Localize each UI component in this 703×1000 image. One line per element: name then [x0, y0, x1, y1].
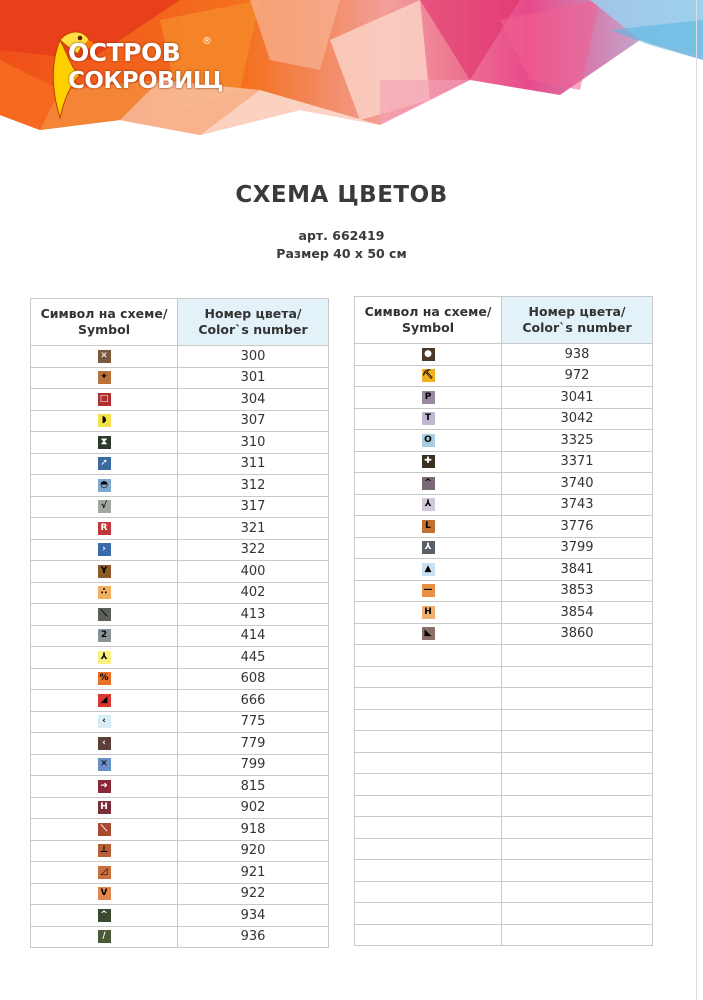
- table-row: [355, 430, 653, 452]
- color-symbol-icon: ✦: [98, 371, 111, 384]
- empty-table-row: [355, 688, 653, 710]
- color-number-cell: 902: [178, 797, 329, 819]
- brand-name-line1: ОСТРОВ: [68, 38, 181, 67]
- color-symbol-icon: R: [98, 522, 111, 535]
- table-row: [355, 559, 653, 581]
- page-edge-line: [696, 0, 697, 1000]
- table-row: [31, 840, 329, 862]
- empty-table-row: [355, 838, 653, 860]
- color-number-cell: 799: [178, 754, 329, 776]
- color-number-cell: 413: [178, 604, 329, 626]
- symbol-cell: [355, 473, 502, 495]
- color-number-cell: 317: [178, 496, 329, 518]
- symbol-cell: [355, 387, 502, 409]
- color-number-cell: 779: [178, 733, 329, 755]
- table-row: [31, 668, 329, 690]
- color-symbol-icon: ⛏: [422, 370, 434, 381]
- color-symbol-icon: H: [422, 606, 435, 619]
- symbol-column-header: Символ на схеме/ Symbol: [355, 297, 502, 344]
- table-row: [31, 625, 329, 647]
- empty-cell: [502, 731, 653, 753]
- symbol-cell: [31, 733, 178, 755]
- symbol-cell: [31, 604, 178, 626]
- color-number-cell: 936: [178, 926, 329, 948]
- symbol-cell: [31, 840, 178, 862]
- color-number-cell: 666: [178, 690, 329, 712]
- symbol-cell: [355, 602, 502, 624]
- symbol-cell: [355, 623, 502, 645]
- color-symbol-icon: H: [98, 801, 111, 814]
- page-header-banner: [0, 0, 703, 160]
- table-row: [31, 518, 329, 540]
- symbol-cell: [31, 668, 178, 690]
- registered-mark: ®: [202, 36, 212, 47]
- symbol-cell: [31, 410, 178, 432]
- color-symbol-icon: ◗: [98, 414, 111, 427]
- color-symbol-icon: ◢: [98, 694, 111, 707]
- symbol-cell: [355, 344, 502, 366]
- empty-table-row: [355, 817, 653, 839]
- table-row: [355, 473, 653, 495]
- color-number-cell: 3042: [502, 408, 653, 430]
- empty-cell: [355, 752, 502, 774]
- color-number-cell: 402: [178, 582, 329, 604]
- color-number-cell: 922: [178, 883, 329, 905]
- color-table-left-body: [31, 346, 329, 948]
- empty-cell: [502, 666, 653, 688]
- empty-cell: [355, 881, 502, 903]
- table-row: [31, 410, 329, 432]
- color-number-cell: 3371: [502, 451, 653, 473]
- color-table-left: [30, 298, 329, 948]
- color-number-cell: 300: [178, 346, 329, 368]
- table-row: [31, 367, 329, 389]
- symbol-cell: [31, 539, 178, 561]
- color-number-cell: 445: [178, 647, 329, 669]
- color-symbol-icon: ∴: [98, 586, 111, 599]
- color-symbol-icon: %: [99, 673, 109, 684]
- table-row: [31, 475, 329, 497]
- empty-cell: [502, 752, 653, 774]
- table-row: [31, 926, 329, 948]
- canvas-size: Размер 40 x 50 см: [276, 246, 407, 261]
- symbol-cell: [355, 451, 502, 473]
- empty-cell: [355, 838, 502, 860]
- empty-cell: [355, 774, 502, 796]
- table-row: [31, 862, 329, 884]
- empty-cell: [502, 838, 653, 860]
- empty-table-row: [355, 860, 653, 882]
- table-row: [355, 365, 653, 387]
- color-symbol-icon: ➜: [98, 780, 111, 793]
- table-row: [31, 539, 329, 561]
- color-table-right: [354, 296, 653, 946]
- empty-cell: [355, 924, 502, 946]
- table-row: [31, 776, 329, 798]
- color-symbol-icon: —: [423, 585, 433, 596]
- color-symbol-icon: Y: [98, 565, 111, 578]
- symbol-cell: [355, 365, 502, 387]
- color-symbol-icon: √: [98, 500, 111, 513]
- page-title: СХЕМА ЦВЕТОВ: [235, 182, 448, 208]
- empty-cell: [355, 666, 502, 688]
- color-number-cell: 307: [178, 410, 329, 432]
- table-row: [31, 389, 329, 411]
- color-symbol-icon: ⧗: [98, 436, 111, 449]
- symbol-cell: [31, 862, 178, 884]
- color-number-cell: 3799: [502, 537, 653, 559]
- symbol-cell: [31, 453, 178, 475]
- table-row: [355, 494, 653, 516]
- color-number-cell: 3854: [502, 602, 653, 624]
- article-number: арт. 662419: [298, 228, 385, 243]
- color-symbol-icon: V: [98, 887, 111, 900]
- color-symbol-icon: T: [422, 412, 435, 425]
- symbol-cell: [31, 905, 178, 927]
- empty-cell: [502, 817, 653, 839]
- empty-table-row: [355, 709, 653, 731]
- symbol-cell: [31, 625, 178, 647]
- color-symbol-icon: ⟍: [98, 823, 111, 836]
- symbol-cell: [355, 516, 502, 538]
- empty-cell: [355, 860, 502, 882]
- color-number-cell: 775: [178, 711, 329, 733]
- symbol-cell: [31, 647, 178, 669]
- color-number-cell: 3743: [502, 494, 653, 516]
- brand-logo: [40, 28, 223, 128]
- symbol-cell: [31, 475, 178, 497]
- color-symbol-icon: ◿: [98, 866, 111, 879]
- color-number-cell: 414: [178, 625, 329, 647]
- color-number-cell: 301: [178, 367, 329, 389]
- color-symbol-icon: ⊥: [98, 844, 111, 857]
- color-symbol-icon: ◓: [98, 479, 111, 492]
- empty-table-row: [355, 752, 653, 774]
- empty-cell: [502, 924, 653, 946]
- color-symbol-icon: ›: [98, 543, 111, 556]
- table-row: [31, 883, 329, 905]
- color-symbol-icon: P: [422, 391, 435, 404]
- color-symbol-icon: O: [422, 434, 435, 447]
- symbol-cell: [31, 496, 178, 518]
- color-symbol-icon: ^: [422, 477, 435, 490]
- color-number-cell: 938: [502, 344, 653, 366]
- symbol-cell: [355, 559, 502, 581]
- symbol-cell: [355, 537, 502, 559]
- symbol-column-header: Символ на схеме/ Symbol: [31, 299, 178, 346]
- symbol-cell: [31, 561, 178, 583]
- empty-cell: [355, 903, 502, 925]
- color-symbol-icon: ✕: [98, 758, 111, 771]
- color-number-cell: 311: [178, 453, 329, 475]
- table-row: [31, 604, 329, 626]
- color-number-cell: 3041: [502, 387, 653, 409]
- symbol-cell: [355, 408, 502, 430]
- empty-cell: [502, 709, 653, 731]
- symbol-cell: [31, 432, 178, 454]
- color-symbol-icon: ⅄: [98, 651, 111, 664]
- table-row: [355, 516, 653, 538]
- empty-table-row: [355, 731, 653, 753]
- table-row: [31, 711, 329, 733]
- empty-cell: [355, 709, 502, 731]
- empty-table-row: [355, 666, 653, 688]
- empty-cell: [502, 881, 653, 903]
- color-number-cell: 972: [502, 365, 653, 387]
- empty-cell: [502, 645, 653, 667]
- color-number-cell: 3860: [502, 623, 653, 645]
- empty-table-row: [355, 881, 653, 903]
- empty-table-row: [355, 645, 653, 667]
- empty-cell: [355, 688, 502, 710]
- table-row: [31, 453, 329, 475]
- table-row: [31, 432, 329, 454]
- brand-name-line2: СОКРОВИЩ: [68, 68, 223, 94]
- color-symbol-icon: ‹: [98, 715, 111, 728]
- empty-table-row: [355, 903, 653, 925]
- color-number-cell: 921: [178, 862, 329, 884]
- table-row: [31, 819, 329, 841]
- table-row: [355, 408, 653, 430]
- color-symbol-icon: ⅄: [422, 498, 435, 511]
- symbol-cell: [31, 518, 178, 540]
- table-row: [31, 754, 329, 776]
- color-number-cell: 321: [178, 518, 329, 540]
- table-row: [31, 690, 329, 712]
- empty-table-row: [355, 774, 653, 796]
- color-number-cell: 310: [178, 432, 329, 454]
- color-symbol-icon: ⟍: [98, 608, 111, 621]
- empty-cell: [502, 795, 653, 817]
- table-header-row: [31, 299, 329, 346]
- empty-cell: [355, 795, 502, 817]
- color-number-cell: 3325: [502, 430, 653, 452]
- color-symbol-icon: 2: [98, 629, 111, 642]
- table-row: [355, 344, 653, 366]
- empty-table-row: [355, 924, 653, 946]
- color-symbol-icon: /: [98, 930, 111, 943]
- color-number-cell: 3740: [502, 473, 653, 495]
- color-number-cell: 3853: [502, 580, 653, 602]
- symbol-cell: [31, 690, 178, 712]
- color-symbol-icon: □: [98, 393, 111, 406]
- table-row: [31, 905, 329, 927]
- table-row: [31, 561, 329, 583]
- color-number-cell: 815: [178, 776, 329, 798]
- table-row: [355, 387, 653, 409]
- table-row: [355, 602, 653, 624]
- symbol-cell: [355, 430, 502, 452]
- symbol-cell: [31, 582, 178, 604]
- table-header-row: [355, 297, 653, 344]
- color-number-cell: 920: [178, 840, 329, 862]
- symbol-cell: [31, 389, 178, 411]
- color-symbol-icon: ‹: [98, 737, 111, 750]
- table-row: [355, 537, 653, 559]
- color-symbol-icon: ➚: [98, 457, 111, 470]
- symbol-cell: [31, 819, 178, 841]
- number-column-header: Номер цвета/ Color`s number: [502, 297, 653, 344]
- empty-cell: [502, 688, 653, 710]
- symbol-cell: [31, 926, 178, 948]
- empty-cell: [502, 860, 653, 882]
- symbol-cell: [31, 367, 178, 389]
- table-row: [31, 496, 329, 518]
- color-symbol-icon: ●: [422, 348, 435, 361]
- empty-cell: [355, 645, 502, 667]
- table-row: [31, 733, 329, 755]
- symbol-cell: [31, 754, 178, 776]
- color-number-cell: 918: [178, 819, 329, 841]
- table-row: [31, 797, 329, 819]
- color-number-cell: 400: [178, 561, 329, 583]
- color-number-cell: 934: [178, 905, 329, 927]
- empty-cell: [502, 774, 653, 796]
- color-table-right-body: [355, 344, 653, 946]
- symbol-cell: [31, 883, 178, 905]
- symbol-cell: [355, 494, 502, 516]
- empty-cell: [355, 731, 502, 753]
- color-symbol-icon: ^: [98, 909, 111, 922]
- color-number-cell: 3841: [502, 559, 653, 581]
- color-number-cell: 304: [178, 389, 329, 411]
- color-symbol-icon: ⅄: [422, 541, 435, 554]
- color-number-cell: 322: [178, 539, 329, 561]
- number-column-header: Номер цвета/ Color`s number: [178, 299, 329, 346]
- empty-cell: [502, 903, 653, 925]
- color-symbol-icon: ✕: [98, 350, 111, 363]
- table-row: [31, 346, 329, 368]
- symbol-cell: [31, 776, 178, 798]
- color-symbol-icon: ▲: [422, 563, 435, 576]
- empty-cell: [355, 817, 502, 839]
- table-row: [355, 580, 653, 602]
- color-number-cell: 312: [178, 475, 329, 497]
- symbol-cell: [31, 797, 178, 819]
- empty-table-row: [355, 795, 653, 817]
- table-row: [355, 623, 653, 645]
- color-symbol-icon: ✚: [422, 455, 435, 468]
- table-row: [355, 451, 653, 473]
- table-row: [31, 582, 329, 604]
- symbol-cell: [31, 346, 178, 368]
- table-row: [31, 647, 329, 669]
- color-number-cell: 3776: [502, 516, 653, 538]
- color-symbol-icon: L: [422, 520, 435, 533]
- color-number-cell: 608: [178, 668, 329, 690]
- symbol-cell: [355, 580, 502, 602]
- symbol-cell: [31, 711, 178, 733]
- color-symbol-icon: ◣: [422, 627, 435, 640]
